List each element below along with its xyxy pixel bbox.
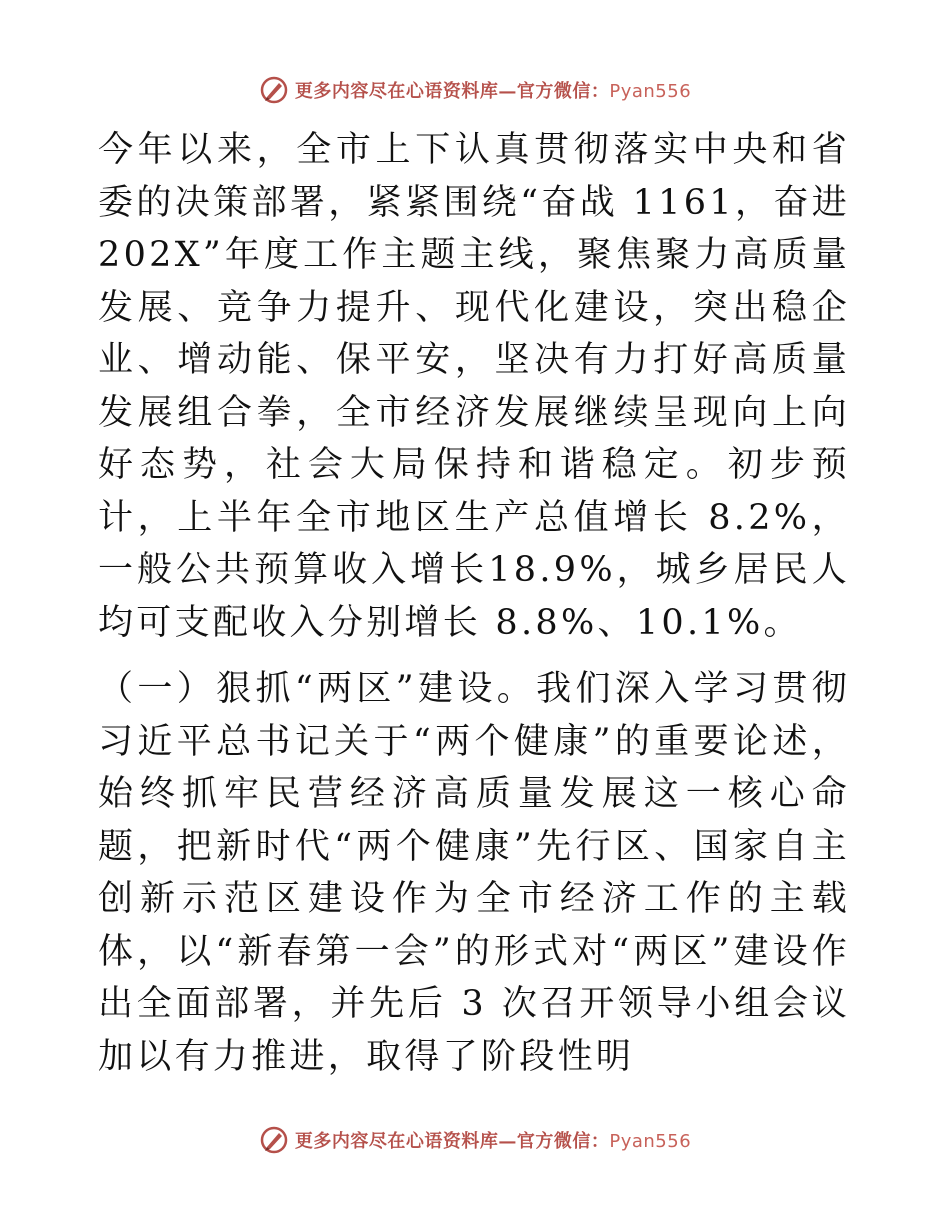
document-body [98, 124, 850, 1083]
paragraph-intro: 今年以来，全市上下认真贯彻落实中央和省委的决策部署，紧紧围绕“奋战 1161，奋进202X”年度工作主题主线，聚焦聚力高质量发展、竞争力提升、现代化建设，突出稳企业、增动能、保平安，坚决有力打好高质量发展组合拳，全市经济发展继续呈现向上向好态势，社会大局保持和谐稳定。初步预计，上半年全市地区生产总值增长 8.2%，一般公共预算收入增长18.9%，城乡居民人均可支配收入分别增长 8.8%、10.1%。 [98, 130, 850, 643]
footer-watermark-banner [0, 1122, 950, 1158]
header-watermark-banner [0, 72, 950, 108]
pen-logo-icon [259, 1125, 289, 1155]
paragraph-section-one: （一）狠抓“两区”建设。我们深入学习贯彻习近平总书记关于“两个健康”的重要论述，始终抓牢民营经济高质量发展这一核心命题，把新时代“两个健康”先行区、国家自主创新示范区建设作为全市经济工作的主载体，以“新春第一会”的形式对“两区”建设作出全面部署，并先后 3 次召开领导小组会议加以有力推进，取得了阶段性明 [98, 669, 850, 1077]
header-watermark-text: 更多内容尽在心语资料库—官方微信：Pyan556 [294, 81, 692, 102]
footer-watermark-text: 更多内容尽在心语资料库—官方微信：Pyan556 [294, 1131, 692, 1152]
footer-watermark-id: Pyan556 [609, 1131, 692, 1152]
pen-logo-icon [259, 75, 289, 105]
header-watermark-id: Pyan556 [609, 81, 692, 102]
